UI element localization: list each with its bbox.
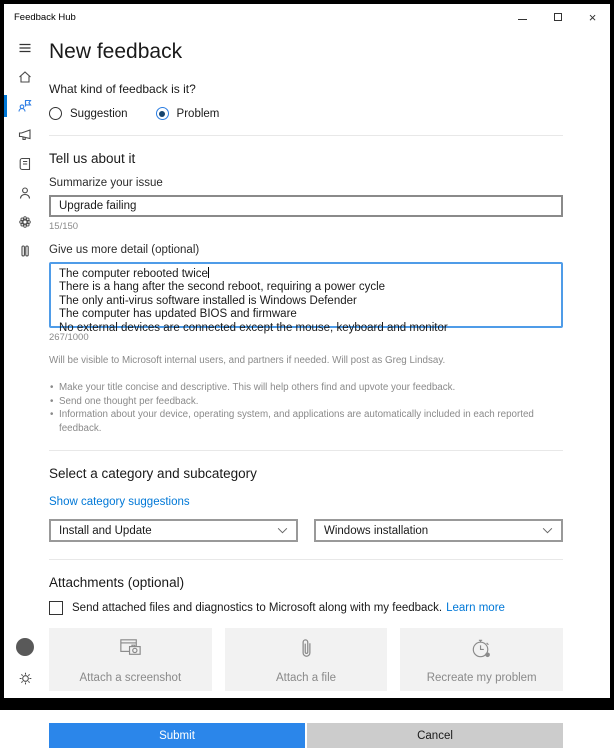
section-divider [49, 450, 563, 451]
tip-item: • Information about your device, operating system, and applications are automatically included in each reported feedback. [49, 408, 563, 435]
sidebar-item-insider[interactable] [4, 243, 46, 259]
diagnostics-consent-row [49, 601, 563, 615]
radio-problem-label: Problem [176, 107, 220, 120]
radio-suggestion-label: Suggestion [70, 107, 128, 120]
settings-button[interactable] [4, 670, 46, 686]
category-dropdown[interactable] [49, 519, 298, 542]
summary-input[interactable] [49, 195, 563, 217]
tell-us-heading: Tell us about it [49, 151, 136, 166]
section-divider [49, 559, 563, 560]
attach-screenshot-label: Attach a screenshot [79, 672, 182, 684]
learn-more-link[interactable]: Learn more [446, 602, 505, 614]
close-icon: × [588, 9, 597, 25]
gear-icon [18, 671, 33, 686]
attachment-tiles [49, 628, 563, 691]
tip-item: • Send one thought per feedback. [49, 395, 563, 409]
sidebar-item-profile[interactable] [4, 185, 46, 201]
recreate-problem-button[interactable] [400, 628, 563, 691]
detail-line: The only anti-virus software installed is Windows Defender [59, 294, 357, 307]
main-content [46, 30, 610, 742]
minimize-icon [518, 19, 527, 20]
menu-button[interactable] [4, 40, 46, 56]
section-divider [49, 135, 563, 136]
radio-option-problem[interactable] [156, 107, 220, 120]
summary-label: Summarize your issue [49, 177, 163, 189]
radio-problem-circle[interactable] [156, 107, 169, 120]
minimize-button[interactable] [505, 4, 540, 30]
category-heading: Select a category and subcategory [49, 466, 257, 481]
megaphone-icon [17, 127, 33, 143]
tips-list [49, 381, 563, 435]
sidebar-item-announcements[interactable] [4, 127, 46, 143]
insider-icon [17, 243, 33, 259]
action-buttons [49, 723, 563, 748]
attach-file-button[interactable] [225, 628, 388, 691]
hamburger-menu-icon [17, 40, 33, 56]
app-surface [4, 4, 610, 742]
recreate-problem-label: Recreate my problem [426, 672, 537, 684]
maximize-button[interactable] [540, 4, 575, 30]
person-icon [17, 185, 33, 201]
sidebar-item-quests[interactable] [4, 156, 46, 172]
sidebar-bottom [4, 638, 46, 686]
page-title: New feedback [49, 40, 183, 63]
category-dropdown-value: Install and Update [59, 524, 152, 537]
attach-screenshot-button[interactable] [49, 628, 212, 691]
category-dropdowns [49, 519, 563, 542]
submit-button[interactable]: Submit [49, 723, 305, 748]
radio-option-suggestion[interactable] [49, 107, 128, 120]
detail-line: There is a hang after the second reboot, requiring a power cycle [59, 281, 386, 294]
detail-line: No external devices are connected except the mouse, keyboard and monitor [59, 321, 448, 334]
sidebar-item-achievements[interactable] [4, 214, 46, 230]
radio-suggestion-circle[interactable] [49, 107, 62, 120]
window-controls [505, 4, 610, 30]
detail-label: Give us more detail (optional) [49, 244, 200, 256]
achievements-badge-icon [17, 214, 33, 230]
sidebar [4, 30, 46, 698]
maximize-icon [554, 13, 562, 21]
subcategory-dropdown[interactable] [314, 519, 563, 542]
subcategory-dropdown-value: Windows installation [324, 524, 429, 537]
stopwatch-icon [468, 635, 495, 667]
user-avatar[interactable] [16, 638, 34, 656]
attachments-heading: Attachments (optional) [49, 575, 185, 590]
visibility-note: Will be visible to Microsoft internal users, and partners if needed. Will post as Greg Lindsay. [49, 355, 446, 366]
text-cursor [208, 267, 209, 278]
screenshot-camera-icon [117, 635, 144, 667]
summary-char-counter: 15/150 [49, 221, 79, 232]
detail-line: The computer rebooted twice [59, 268, 208, 280]
titlebar [4, 4, 610, 30]
window-title: Feedback Hub [14, 11, 76, 23]
home-icon [17, 69, 33, 85]
sidebar-item-home[interactable] [4, 69, 46, 85]
attach-file-label: Attach a file [275, 672, 337, 684]
feedback-type-options [49, 107, 563, 120]
chevron-down-icon [277, 525, 288, 537]
detail-char-counter: 267/1000 [49, 332, 89, 343]
app-body [4, 30, 610, 742]
diagnostics-consent-text: Send attached files and diagnostics to Microsoft along with my feedback. [72, 602, 443, 614]
detail-line: The computer has updated BIOS and firmware [59, 308, 297, 321]
summary-input-value: Upgrade failing [59, 200, 137, 212]
show-category-suggestions-link[interactable]: Show category suggestions [49, 496, 190, 508]
feedback-icon [17, 98, 33, 114]
sidebar-item-feedback[interactable] [4, 98, 46, 114]
quests-scroll-icon [17, 156, 33, 172]
chevron-down-icon [542, 525, 553, 537]
detail-textarea[interactable] [49, 262, 563, 334]
radio-selected-dot [159, 111, 165, 117]
diagnostics-checkbox[interactable] [49, 601, 63, 615]
close-button[interactable] [575, 4, 610, 30]
feedback-type-question: What kind of feedback is it? [49, 82, 196, 96]
paperclip-icon [293, 635, 320, 667]
selected-item-indicator [4, 95, 7, 117]
cancel-button[interactable]: Cancel [307, 723, 563, 748]
tip-item: • Make your title concise and descriptive. This will help others find and upvote your feedback. [49, 381, 563, 395]
